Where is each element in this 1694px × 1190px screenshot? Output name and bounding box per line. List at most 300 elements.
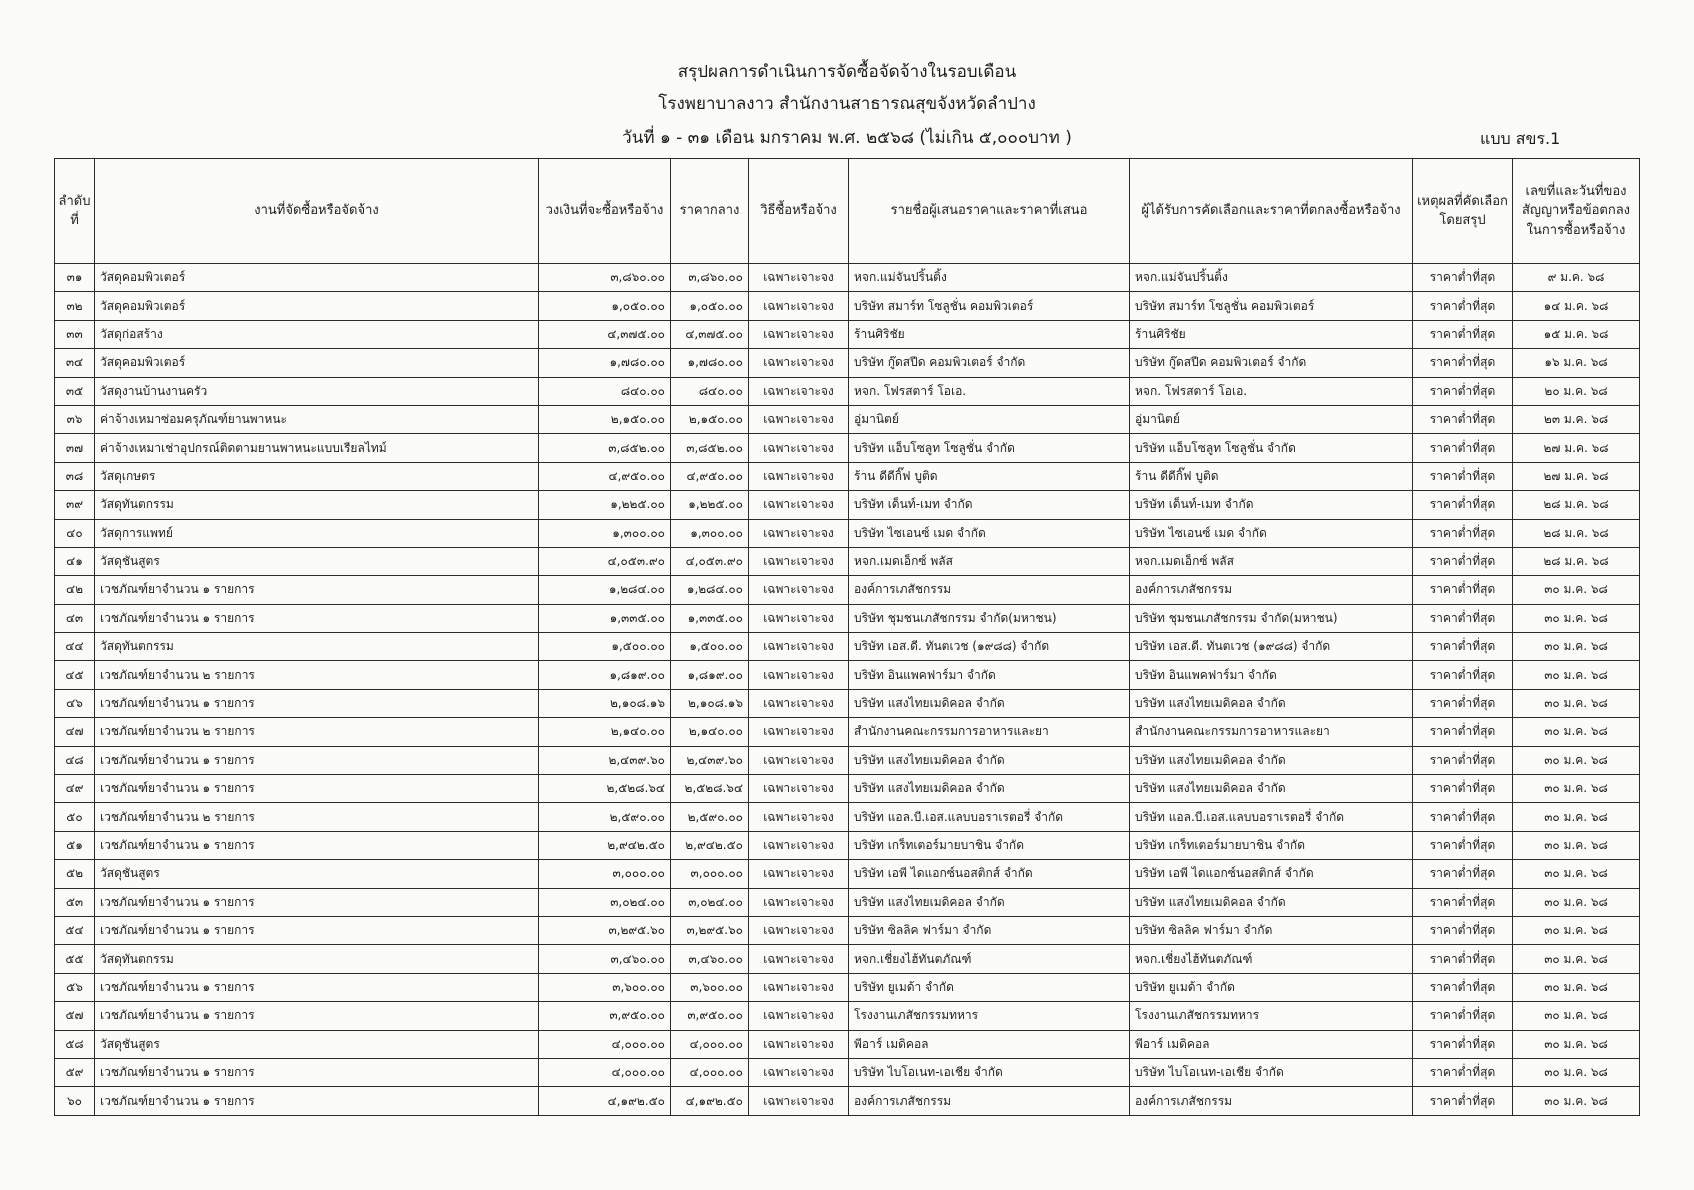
cell-contract-date: ๓๐ ม.ค. ๖๘: [1513, 661, 1640, 689]
cell-winner: บริษัท เอส.ดี. ทันตเวช (๑๙๘๘) จำกัด: [1130, 633, 1413, 661]
cell-item: เวชภัณฑ์ยาจำนวน ๑ รายการ: [95, 1087, 539, 1115]
cell-reason: ราคาต่ำที่สุด: [1413, 746, 1513, 774]
form-code: แบบ สขร.1: [1480, 129, 1561, 148]
cell-no: ๕๗: [55, 1002, 95, 1030]
cell-reason: ราคาต่ำที่สุด: [1413, 377, 1513, 405]
table-row: [55, 519, 1640, 547]
cell-budget: ๓,๐๐๐.๐๐: [539, 860, 671, 888]
cell-reason: ราคาต่ำที่สุด: [1413, 405, 1513, 433]
cell-no: ๔๙: [55, 775, 95, 803]
cell-median-price: ๑,๓๐๐.๐๐: [671, 519, 749, 547]
table-row: [55, 547, 1640, 575]
cell-median-price: ๑,๘๑๙.๐๐: [671, 661, 749, 689]
procurement-table: [54, 158, 1640, 1116]
cell-item: เวชภัณฑ์ยาจำนวน ๒ รายการ: [95, 803, 539, 831]
cell-winner: บริษัท ยูเมด้า จำกัด: [1130, 973, 1413, 1001]
cell-median-price: ๔,๑๙๒.๕๐: [671, 1087, 749, 1115]
cell-bidder: หจก. โฟรสตาร์ โอเอ.: [849, 377, 1130, 405]
cell-winner: บริษัท แสงไทยเมดิคอล จำกัด: [1130, 689, 1413, 717]
cell-budget: ๓,๖๐๐.๐๐: [539, 973, 671, 1001]
table-row: [55, 689, 1640, 717]
cell-median-price: ๒,๑๕๐.๐๐: [671, 405, 749, 433]
cell-item: วัสดุชันสูตร: [95, 547, 539, 575]
cell-method: เฉพาะเจาะจง: [749, 633, 849, 661]
cell-no: ๕๕: [55, 945, 95, 973]
table-row: [55, 1002, 1640, 1030]
cell-contract-date: ๓๐ ม.ค. ๖๘: [1513, 1002, 1640, 1030]
cell-bidder: บริษัท สมาร์ท โซลูชั่น คอมพิวเตอร์: [849, 292, 1130, 320]
cell-no: ๓๘: [55, 462, 95, 490]
col-header-no: ลำดับที่: [55, 159, 95, 264]
cell-item: วัสดุทันตกรรม: [95, 945, 539, 973]
cell-item: เวชภัณฑ์ยาจำนวน ๑ รายการ: [95, 576, 539, 604]
cell-median-price: ๑,๒๘๔.๐๐: [671, 576, 749, 604]
cell-winner: บริษัท อินแพคฟาร์มา จำกัด: [1130, 661, 1413, 689]
cell-median-price: ๒,๔๓๙.๖๐: [671, 746, 749, 774]
table-row: [55, 888, 1640, 916]
cell-item: วัสดุคอมพิวเตอร์: [95, 264, 539, 292]
cell-bidder: หจก.เมดเอ็กซ์ พลัส: [849, 547, 1130, 575]
cell-winner: บริษัท แสงไทยเมดิคอล จำกัด: [1130, 746, 1413, 774]
cell-method: เฉพาะเจาะจง: [749, 803, 849, 831]
cell-no: ๕๓: [55, 888, 95, 916]
table-row: [55, 462, 1640, 490]
cell-method: เฉพาะเจาะจง: [749, 491, 849, 519]
cell-reason: ราคาต่ำที่สุด: [1413, 888, 1513, 916]
col-header-winner: ผู้ได้รับการคัดเลือกและราคาที่ตกลงซื้อหรือจ้าง: [1130, 159, 1413, 264]
cell-method: เฉพาะเจาะจง: [749, 945, 849, 973]
cell-winner: บริษัท ชุมชนเภสัชกรรม จำกัด(มหาชน): [1130, 604, 1413, 632]
cell-method: เฉพาะเจาะจง: [749, 576, 849, 604]
cell-no: ๔๗: [55, 718, 95, 746]
cell-median-price: ๓,๙๕๐.๐๐: [671, 1002, 749, 1030]
col-header-reason: เหตุผลที่คัดเลือกโดยสรุป: [1413, 159, 1513, 264]
cell-contract-date: ๓๐ ม.ค. ๖๘: [1513, 604, 1640, 632]
cell-bidder: โรงงานเภสัชกรรมทหาร: [849, 1002, 1130, 1030]
cell-reason: ราคาต่ำที่สุด: [1413, 264, 1513, 292]
cell-median-price: ๒,๕๙๐.๐๐: [671, 803, 749, 831]
table-row: [55, 945, 1640, 973]
cell-method: เฉพาะเจาะจง: [749, 1030, 849, 1058]
table-row: [55, 434, 1640, 462]
cell-budget: ๑,๐๕๐.๐๐: [539, 292, 671, 320]
cell-contract-date: ๙ ม.ค. ๖๘: [1513, 264, 1640, 292]
cell-bidder: บริษัท ชุมชนเภสัชกรรม จำกัด(มหาชน): [849, 604, 1130, 632]
cell-budget: ๓,๐๒๔.๐๐: [539, 888, 671, 916]
cell-budget: ๓,๙๕๐.๐๐: [539, 1002, 671, 1030]
cell-item: วัสดุเกษตร: [95, 462, 539, 490]
cell-item: เวชภัณฑ์ยาจำนวน ๑ รายการ: [95, 1058, 539, 1086]
cell-contract-date: ๓๐ ม.ค. ๖๘: [1513, 746, 1640, 774]
table-body: [55, 264, 1640, 1116]
cell-no: ๕๐: [55, 803, 95, 831]
cell-reason: ราคาต่ำที่สุด: [1413, 604, 1513, 632]
cell-no: ๔๖: [55, 689, 95, 717]
table-row: [55, 718, 1640, 746]
cell-median-price: ๒,๕๒๘.๖๔: [671, 775, 749, 803]
cell-winner: องค์การเภสัชกรรม: [1130, 576, 1413, 604]
cell-reason: ราคาต่ำที่สุด: [1413, 434, 1513, 462]
cell-bidder: หจก.แม่จันปริ้นติ้ง: [849, 264, 1130, 292]
col-header-median-price: ราคากลาง: [671, 159, 749, 264]
cell-median-price: ๔,๐๐๐.๐๐: [671, 1058, 749, 1086]
cell-bidder: บริษัท กู๊ดสปีด คอมพิวเตอร์ จำกัด: [849, 349, 1130, 377]
cell-winner: องค์การเภสัชกรรม: [1130, 1087, 1413, 1115]
cell-item: เวชภัณฑ์ยาจำนวน ๑ รายการ: [95, 604, 539, 632]
cell-item: วัสดุคอมพิวเตอร์: [95, 349, 539, 377]
table-row: [55, 405, 1640, 433]
cell-median-price: ๓,๖๐๐.๐๐: [671, 973, 749, 1001]
table-row: [55, 576, 1640, 604]
cell-reason: ราคาต่ำที่สุด: [1413, 576, 1513, 604]
cell-median-price: ๘๔๐.๐๐: [671, 377, 749, 405]
cell-contract-date: ๒๗ ม.ค. ๖๘: [1513, 462, 1640, 490]
cell-reason: ราคาต่ำที่สุด: [1413, 462, 1513, 490]
cell-contract-date: ๓๐ ม.ค. ๖๘: [1513, 945, 1640, 973]
table-row: [55, 661, 1640, 689]
cell-reason: ราคาต่ำที่สุด: [1413, 349, 1513, 377]
cell-reason: ราคาต่ำที่สุด: [1413, 718, 1513, 746]
cell-method: เฉพาะเจาะจง: [749, 434, 849, 462]
cell-bidder: ร้าน ดีดีกิ๊ฟ บูติด: [849, 462, 1130, 490]
cell-bidder: บริษัท แอ็บโซลูท โซลูชั่น จำกัด: [849, 434, 1130, 462]
cell-method: เฉพาะเจาะจง: [749, 320, 849, 348]
cell-reason: ราคาต่ำที่สุด: [1413, 1030, 1513, 1058]
cell-bidder: บริษัท แสงไทยเมดิคอล จำกัด: [849, 775, 1130, 803]
cell-winner: บริษัท เกร็ทเตอร์มายบาชิน จำกัด: [1130, 831, 1413, 859]
cell-item: ค่าจ้างเหมาซ่อมครุภัณฑ์ยานพาหนะ: [95, 405, 539, 433]
table-row: [55, 973, 1640, 1001]
cell-winner: บริษัท แสงไทยเมดิคอล จำกัด: [1130, 888, 1413, 916]
cell-budget: ๘๔๐.๐๐: [539, 377, 671, 405]
cell-budget: ๔,๐๐๐.๐๐: [539, 1058, 671, 1086]
cell-contract-date: ๓๐ ม.ค. ๖๘: [1513, 916, 1640, 944]
cell-budget: ๒,๔๓๙.๖๐: [539, 746, 671, 774]
cell-winner: โรงงานเภสัชกรรมทหาร: [1130, 1002, 1413, 1030]
cell-contract-date: ๓๐ ม.ค. ๖๘: [1513, 775, 1640, 803]
col-header-bidders: รายชื่อผู้เสนอราคาและราคาที่เสนอ: [849, 159, 1130, 264]
cell-contract-date: ๓๐ ม.ค. ๖๘: [1513, 803, 1640, 831]
table-row: [55, 491, 1640, 519]
cell-no: ๕๒: [55, 860, 95, 888]
cell-median-price: ๑,๕๐๐.๐๐: [671, 633, 749, 661]
cell-no: ๕๔: [55, 916, 95, 944]
cell-method: เฉพาะเจาะจง: [749, 916, 849, 944]
cell-winner: หจก.แม่จันปริ้นติ้ง: [1130, 264, 1413, 292]
cell-winner: บริษัท แสงไทยเมดิคอล จำกัด: [1130, 775, 1413, 803]
cell-bidder: บริษัท เอส.ดี. ทันตเวช (๑๙๘๘) จำกัด: [849, 633, 1130, 661]
cell-winner: พีอาร์ เมดิคอล: [1130, 1030, 1413, 1058]
cell-reason: ราคาต่ำที่สุด: [1413, 547, 1513, 575]
cell-bidder: หจก.เชี่ยงไฮ้ทันตภัณฑ์: [849, 945, 1130, 973]
cell-item: เวชภัณฑ์ยาจำนวน ๑ รายการ: [95, 888, 539, 916]
table-row: [55, 803, 1640, 831]
cell-bidder: บริษัท ไบโอเนท-เอเชีย จำกัด: [849, 1058, 1130, 1086]
cell-contract-date: ๒๗ ม.ค. ๖๘: [1513, 434, 1640, 462]
table-row: [55, 860, 1640, 888]
cell-reason: ราคาต่ำที่สุด: [1413, 775, 1513, 803]
cell-bidder: บริษัท แอล.บี.เอส.แลบบอราเรตอรี่ จำกัด: [849, 803, 1130, 831]
cell-bidder: สำนักงานคณะกรรมการอาหารและยา: [849, 718, 1130, 746]
cell-item: วัสดุชันสูตร: [95, 1030, 539, 1058]
cell-median-price: ๒,๙๔๒.๕๐: [671, 831, 749, 859]
cell-budget: ๒,๕๒๘.๖๔: [539, 775, 671, 803]
cell-bidder: บริษัท เด็นท์-เมท จำกัด: [849, 491, 1130, 519]
cell-median-price: ๓,๘๕๒.๐๐: [671, 434, 749, 462]
cell-bidder: บริษัท อินแพคฟาร์มา จำกัด: [849, 661, 1130, 689]
cell-method: เฉพาะเจาะจง: [749, 973, 849, 1001]
cell-winner: บริษัท แอ็บโซลูท โซลูชั่น จำกัด: [1130, 434, 1413, 462]
cell-no: ๕๑: [55, 831, 95, 859]
cell-method: เฉพาะเจาะจง: [749, 604, 849, 632]
table-row: [55, 349, 1640, 377]
cell-no: ๓๓: [55, 320, 95, 348]
cell-budget: ๑,๘๑๙.๐๐: [539, 661, 671, 689]
cell-method: เฉพาะเจาะจง: [749, 1058, 849, 1086]
cell-item: วัสดุคอมพิวเตอร์: [95, 292, 539, 320]
cell-no: ๓๙: [55, 491, 95, 519]
cell-reason: ราคาต่ำที่สุด: [1413, 292, 1513, 320]
cell-winner: บริษัท สมาร์ท โซลูชั่น คอมพิวเตอร์: [1130, 292, 1413, 320]
cell-median-price: ๔,๐๐๐.๐๐: [671, 1030, 749, 1058]
cell-reason: ราคาต่ำที่สุด: [1413, 916, 1513, 944]
cell-item: เวชภัณฑ์ยาจำนวน ๑ รายการ: [95, 746, 539, 774]
cell-contract-date: ๒๘ ม.ค. ๖๘: [1513, 547, 1640, 575]
cell-budget: ๑,๓๐๐.๐๐: [539, 519, 671, 547]
cell-budget: ๔,๓๗๕.๐๐: [539, 320, 671, 348]
cell-bidder: บริษัท เอพี ไดแอกซ์นอสติกส์ จำกัด: [849, 860, 1130, 888]
cell-no: ๓๑: [55, 264, 95, 292]
cell-bidder: บริษัท แสงไทยเมดิคอล จำกัด: [849, 746, 1130, 774]
cell-median-price: ๑,๐๕๐.๐๐: [671, 292, 749, 320]
cell-contract-date: ๓๐ ม.ค. ๖๘: [1513, 1087, 1640, 1115]
cell-budget: ๑,๕๐๐.๐๐: [539, 633, 671, 661]
cell-item: เวชภัณฑ์ยาจำนวน ๑ รายการ: [95, 775, 539, 803]
cell-method: เฉพาะเจาะจง: [749, 547, 849, 575]
table-row: [55, 633, 1640, 661]
cell-budget: ๒,๑๔๐.๐๐: [539, 718, 671, 746]
cell-winner: หจก.เชี่ยงไฮ้ทันตภัณฑ์: [1130, 945, 1413, 973]
cell-winner: ร้าน ดีดีกิ๊ฟ บูติด: [1130, 462, 1413, 490]
cell-method: เฉพาะเจาะจง: [749, 292, 849, 320]
cell-item: เวชภัณฑ์ยาจำนวน ๒ รายการ: [95, 661, 539, 689]
cell-item: วัสดุชันสูตร: [95, 860, 539, 888]
cell-method: เฉพาะเจาะจง: [749, 349, 849, 377]
cell-winner: บริษัท ไซเอนซ์ เมด จำกัด: [1130, 519, 1413, 547]
cell-method: เฉพาะเจาะจง: [749, 661, 849, 689]
cell-contract-date: ๓๐ ม.ค. ๖๘: [1513, 689, 1640, 717]
cell-reason: ราคาต่ำที่สุด: [1413, 519, 1513, 547]
cell-median-price: ๑,๓๓๕.๐๐: [671, 604, 749, 632]
cell-reason: ราคาต่ำที่สุด: [1413, 945, 1513, 973]
cell-no: ๓๒: [55, 292, 95, 320]
cell-budget: ๔,๐๐๐.๐๐: [539, 1030, 671, 1058]
cell-bidder: บริษัท ไซเอนซ์ เมด จำกัด: [849, 519, 1130, 547]
cell-contract-date: ๓๐ ม.ค. ๖๘: [1513, 860, 1640, 888]
cell-item: เวชภัณฑ์ยาจำนวน ๒ รายการ: [95, 718, 539, 746]
cell-bidder: พีอาร์ เมดิคอล: [849, 1030, 1130, 1058]
cell-item: วัสดุการแพทย์: [95, 519, 539, 547]
table-row: [55, 1030, 1640, 1058]
cell-budget: ๔,๐๕๓.๙๐: [539, 547, 671, 575]
cell-method: เฉพาะเจาะจง: [749, 746, 849, 774]
cell-reason: ราคาต่ำที่สุด: [1413, 633, 1513, 661]
cell-no: ๔๓: [55, 604, 95, 632]
cell-reason: ราคาต่ำที่สุด: [1413, 1087, 1513, 1115]
cell-budget: ๓,๒๙๕.๖๐: [539, 916, 671, 944]
cell-contract-date: ๑๔ ม.ค. ๖๘: [1513, 292, 1640, 320]
cell-item: วัสดุทันตกรรม: [95, 633, 539, 661]
table-row: [55, 292, 1640, 320]
cell-winner: หจก. โฟรสตาร์ โอเอ.: [1130, 377, 1413, 405]
cell-reason: ราคาต่ำที่สุด: [1413, 860, 1513, 888]
cell-reason: ราคาต่ำที่สุด: [1413, 1002, 1513, 1030]
cell-method: เฉพาะเจาะจง: [749, 888, 849, 916]
cell-contract-date: ๓๐ ม.ค. ๖๘: [1513, 1058, 1640, 1086]
cell-budget: ๑,๗๘๐.๐๐: [539, 349, 671, 377]
cell-budget: ๒,๙๔๒.๕๐: [539, 831, 671, 859]
cell-budget: ๔,๙๕๐.๐๐: [539, 462, 671, 490]
cell-contract-date: ๓๐ ม.ค. ๖๘: [1513, 633, 1640, 661]
cell-median-price: ๓,๒๙๕.๖๐: [671, 916, 749, 944]
cell-budget: ๒,๕๙๐.๐๐: [539, 803, 671, 831]
cell-contract-date: ๓๐ ม.ค. ๖๘: [1513, 888, 1640, 916]
cell-no: ๔๕: [55, 661, 95, 689]
table-row: [55, 377, 1640, 405]
cell-no: ๓๔: [55, 349, 95, 377]
cell-method: เฉพาะเจาะจง: [749, 775, 849, 803]
cell-reason: ราคาต่ำที่สุด: [1413, 803, 1513, 831]
cell-contract-date: ๓๐ ม.ค. ๖๘: [1513, 576, 1640, 604]
cell-item: วัสดุก่อสร้าง: [95, 320, 539, 348]
cell-no: ๖๐: [55, 1087, 95, 1115]
cell-winner: ร้านศิริชัย: [1130, 320, 1413, 348]
cell-reason: ราคาต่ำที่สุด: [1413, 320, 1513, 348]
cell-median-price: ๔,๐๕๓.๙๐: [671, 547, 749, 575]
cell-contract-date: ๒๘ ม.ค. ๖๘: [1513, 491, 1640, 519]
cell-item: ค่าจ้างเหมาเช่าอุปกรณ์ติดตามยานพาหนะแบบเรียลไทม์: [95, 434, 539, 462]
cell-reason: ราคาต่ำที่สุด: [1413, 1058, 1513, 1086]
cell-budget: ๒,๑๐๘.๑๖: [539, 689, 671, 717]
cell-winner: สำนักงานคณะกรรมการอาหารและยา: [1130, 718, 1413, 746]
cell-item: เวชภัณฑ์ยาจำนวน ๑ รายการ: [95, 689, 539, 717]
cell-contract-date: ๓๐ ม.ค. ๖๘: [1513, 718, 1640, 746]
col-header-contract: เลขที่และวันที่ของสัญญาหรือข้อตกลงในการซื้อหรือจ้าง: [1513, 159, 1640, 264]
cell-no: ๓๗: [55, 434, 95, 462]
cell-winner: บริษัท เด็นท์-เมท จำกัด: [1130, 491, 1413, 519]
cell-reason: ราคาต่ำที่สุด: [1413, 491, 1513, 519]
cell-budget: ๑,๒๒๕.๐๐: [539, 491, 671, 519]
cell-contract-date: ๒๓ ม.ค. ๖๘: [1513, 405, 1640, 433]
cell-contract-date: ๓๐ ม.ค. ๖๘: [1513, 1030, 1640, 1058]
cell-winner: บริษัท ไบโอเนท-เอเชีย จำกัด: [1130, 1058, 1413, 1086]
cell-no: ๓๖: [55, 405, 95, 433]
cell-reason: ราคาต่ำที่สุด: [1413, 689, 1513, 717]
cell-item: เวชภัณฑ์ยาจำนวน ๑ รายการ: [95, 916, 539, 944]
cell-method: เฉพาะเจาะจง: [749, 1087, 849, 1115]
cell-median-price: ๑,๒๒๕.๐๐: [671, 491, 749, 519]
cell-bidder: ร้านศิริชัย: [849, 320, 1130, 348]
cell-budget: ๑,๒๘๔.๐๐: [539, 576, 671, 604]
report-title: สรุปผลการดำเนินการจัดซื้อจัดจ้างในรอบเดือน: [677, 62, 1017, 82]
cell-item: เวชภัณฑ์ยาจำนวน ๑ รายการ: [95, 973, 539, 1001]
cell-no: ๕๖: [55, 973, 95, 1001]
table-row: [55, 604, 1640, 632]
cell-median-price: ๓,๐๒๔.๐๐: [671, 888, 749, 916]
cell-item: เวชภัณฑ์ยาจำนวน ๑ รายการ: [95, 1002, 539, 1030]
cell-winner: บริษัท ซิลลิค ฟาร์มา จำกัด: [1130, 916, 1413, 944]
cell-no: ๕๙: [55, 1058, 95, 1086]
cell-bidder: องค์การเภสัชกรรม: [849, 1087, 1130, 1115]
cell-median-price: ๓,๘๖๐.๐๐: [671, 264, 749, 292]
cell-no: ๔๐: [55, 519, 95, 547]
cell-median-price: ๓,๐๐๐.๐๐: [671, 860, 749, 888]
cell-no: ๔๑: [55, 547, 95, 575]
cell-median-price: ๔,๙๕๐.๐๐: [671, 462, 749, 490]
cell-reason: ราคาต่ำที่สุด: [1413, 661, 1513, 689]
table-row: [55, 1087, 1640, 1115]
cell-winner: อู่มานิตย์: [1130, 405, 1413, 433]
cell-median-price: ๓,๔๖๐.๐๐: [671, 945, 749, 973]
table-row: [55, 1058, 1640, 1086]
cell-no: ๓๕: [55, 377, 95, 405]
cell-budget: ๓,๘๖๐.๐๐: [539, 264, 671, 292]
cell-bidder: บริษัท เกร็ทเตอร์มายบาชิน จำกัด: [849, 831, 1130, 859]
cell-no: ๔๘: [55, 746, 95, 774]
cell-median-price: ๒,๑๐๘.๑๖: [671, 689, 749, 717]
report-period: วันที่ ๑ - ๓๑ เดือน มกราคม พ.ศ. ๒๕๖๘ (ไม่เกิน ๕,๐๐๐บาท ): [622, 128, 1072, 148]
cell-reason: ราคาต่ำที่สุด: [1413, 973, 1513, 1001]
cell-contract-date: ๓๐ ม.ค. ๖๘: [1513, 973, 1640, 1001]
table-row: [55, 746, 1640, 774]
cell-median-price: ๑,๗๘๐.๐๐: [671, 349, 749, 377]
cell-method: เฉพาะเจาะจง: [749, 860, 849, 888]
cell-winner: หจก.เมดเอ็กซ์ พลัส: [1130, 547, 1413, 575]
cell-no: ๔๒: [55, 576, 95, 604]
cell-budget: ๓,๔๖๐.๐๐: [539, 945, 671, 973]
cell-bidder: องค์การเภสัชกรรม: [849, 576, 1130, 604]
cell-contract-date: ๓๐ ม.ค. ๖๘: [1513, 831, 1640, 859]
cell-contract-date: ๑๖ ม.ค. ๖๘: [1513, 349, 1640, 377]
cell-no: ๕๘: [55, 1030, 95, 1058]
organization-name: โรงพยาบาลงาว สำนักงานสาธารณสุขจังหวัดลำปาง: [658, 94, 1036, 114]
cell-no: ๔๔: [55, 633, 95, 661]
cell-contract-date: ๒๐ ม.ค. ๖๘: [1513, 377, 1640, 405]
table-row: [55, 320, 1640, 348]
col-header-item: งานที่จัดซื้อหรือจัดจ้าง: [95, 159, 539, 264]
cell-winner: บริษัท เอพี ไดแอกซ์นอสติกส์ จำกัด: [1130, 860, 1413, 888]
cell-budget: ๒,๑๕๐.๐๐: [539, 405, 671, 433]
cell-contract-date: ๒๘ ม.ค. ๖๘: [1513, 519, 1640, 547]
cell-winner: บริษัท กู๊ดสปีด คอมพิวเตอร์ จำกัด: [1130, 349, 1413, 377]
cell-item: วัสดุงานบ้านงานครัว: [95, 377, 539, 405]
cell-bidder: บริษัท แสงไทยเมดิคอล จำกัด: [849, 689, 1130, 717]
cell-method: เฉพาะเจาะจง: [749, 519, 849, 547]
col-header-method: วิธีซื้อหรือจ้าง: [749, 159, 849, 264]
cell-budget: ๓,๘๕๒.๐๐: [539, 434, 671, 462]
cell-contract-date: ๑๕ ม.ค. ๖๘: [1513, 320, 1640, 348]
table-row: [55, 831, 1640, 859]
cell-reason: ราคาต่ำที่สุด: [1413, 831, 1513, 859]
table-row: [55, 916, 1640, 944]
cell-method: เฉพาะเจาะจง: [749, 377, 849, 405]
cell-method: เฉพาะเจาะจง: [749, 264, 849, 292]
cell-method: เฉพาะเจาะจง: [749, 831, 849, 859]
cell-method: เฉพาะเจาะจง: [749, 462, 849, 490]
cell-method: เฉพาะเจาะจง: [749, 405, 849, 433]
cell-method: เฉพาะเจาะจง: [749, 718, 849, 746]
table-row: [55, 264, 1640, 292]
